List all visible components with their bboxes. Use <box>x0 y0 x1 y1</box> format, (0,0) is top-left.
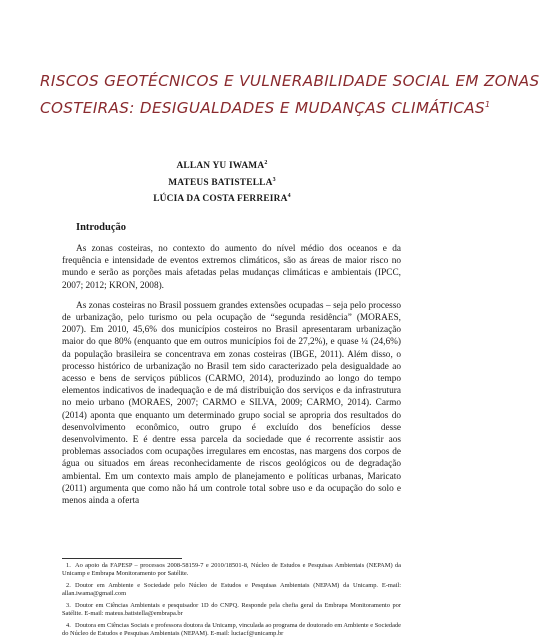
article-title <box>40 70 540 120</box>
title-line-2-text: COSTEIRAS: DESIGUALDADES E MUDANÇAS CLIMÁTICAS <box>40 99 486 118</box>
footnote-number: 2. <box>66 581 71 589</box>
footnote <box>62 622 401 638</box>
author-footnote-mark: 3 <box>272 176 276 183</box>
title-line-1: RISCOS GEOTÉCNICOS E VULNERABILIDADE SOCIAL EM ZONAS <box>40 72 540 90</box>
author-2 <box>0 174 444 191</box>
author-name: MATEUS BATISTELLA <box>168 177 273 188</box>
footnote-number: 4. <box>66 621 71 629</box>
section-heading: Introdução <box>76 222 126 233</box>
paragraph: As zonas costeiras no Brasil possuem grandes extensões ocupadas – seja pelo processo de urbanização, pelo turismo ou pela ocupação de “segunda residência” (MORAES, 2007). Em 2010, 45,6% dos municípios costeiros no Brasil apresentaram urbanização maior do que 80% (enquanto que em outros municípios foi de 27,2%), e quase ¼ (24,6%) da população brasileira se concentrava em zonas costeiras (IBGE, 2011). Além disso, o processo histórico de urbanização no Brasil tem sido caracterizado pela desigualdade ao acesso e bens de serviços públicos (CARMO, 2014), produzindo ao longo do tempo elementos indicativos de inadequação e de má distribuição dos serviços e da infrastrutura no meio urbano (MORAES, 2007; CARMO e SILVA, 2009; CARMO, 2014). Carmo (2014) aponta que enquanto um determinado grupo social se apropria dos resultados do desenvolvimento econômico, outro grupo é excluído dos benefícios desse desenvolvimento. E é dentre essa parcela da sociedade que é recorrente assistir aos problemas associados com ocupações irregulares em encostas, nas margens dos corpos de água ou situados em áreas reconhecidamente de riscos geológicos ou de degradação ambiental. Em um contexto mais amplo de planejamento e políticas urbanas, Maricato (2011) argumenta que como não há um controle total sobre uso e da ocupação do solo e menos ainda a oferta <box>62 300 401 507</box>
paragraph: As zonas costeiras, no contexto do aumento do nível médio dos oceanos e da frequência e intensidade de eventos extremos climáticos, são as áreas de maior risco no mundo e serão as porções mais afetadas pelas mudanças climáticas e ambientais (IPCC, 2007; 2012; KRON, 2008). <box>62 244 401 291</box>
title-line-2 <box>40 93 491 120</box>
footnote-text: Ao apoio da FAPESP – processos 2008-58159-7 e 2010/18501-8, Núcleo de Estudos e Pesquisas Ambientais (NEPAM) da Unicamp e Embrapa Monitoramento por Satélite. <box>62 562 401 578</box>
footnote <box>62 602 401 618</box>
footnote-text: Doutor em Ciências Ambientais e pesquisador 1D do CNPQ. Responde pela chefia geral da Embrapa Monitoramento por Satélite. E-mail: mateus.batistella@embrapa.br <box>62 601 401 618</box>
author-footnote-mark: 2 <box>264 160 268 166</box>
title-footnote-mark: 1 <box>485 100 491 109</box>
author-1 <box>0 157 444 174</box>
footnote-number: 1. <box>66 562 71 569</box>
author-name: ALLAN YU IWAMA <box>176 161 265 172</box>
footnote <box>62 582 401 598</box>
footnote-divider <box>62 558 182 559</box>
author-name: LÚCIA DA COSTA FERREIRA <box>153 194 288 205</box>
author-list <box>0 157 444 207</box>
footnote-number: 3. <box>66 601 71 609</box>
author-3 <box>0 190 444 207</box>
footnote <box>62 562 401 578</box>
body-text <box>62 243 401 515</box>
footnotes <box>62 562 401 642</box>
footnote-text: Doutor em Ambiente e Sociedade pelo Núcleo de Estudos e Pesquisas Ambientais (NEPAM) da Unicamp. E-mail: allan.iwama@gmail.com <box>62 581 401 598</box>
author-footnote-mark: 4 <box>287 193 291 200</box>
footnote-text: Doutora em Ciências Sociais e professora doutora da Unicamp, vinculada ao programa de doutorado em Ambiente e Sociedade do Núcleo de Estudos e Pesquisas Ambientais (NEPAM). E-mail: luciacf@unicamp.br <box>62 621 401 637</box>
